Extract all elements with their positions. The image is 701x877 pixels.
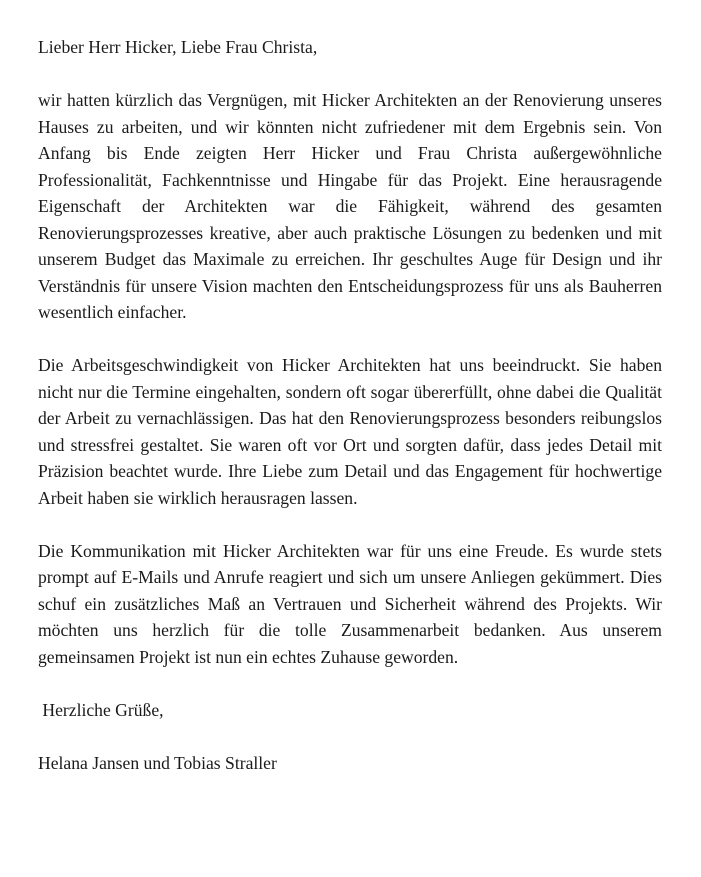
body-paragraph-3: Die Kommunikation mit Hicker Architekten war für uns eine Freude. Es wurde stets prompt auf E-Mails und Anrufe reagiert und sich um unsere Anliegen gekümmert. Dies schuf ein zusätzliches Maß an Vertrauen und Sicherheit während des Projekts. Wir möchten uns herzlich für die tolle Zusammenarbeit bedanken. Aus unserem gemeinsamen Projekt ist nun ein echtes Zuhause geworden. — [38, 540, 662, 667]
closing-line: Herzliche Grüße, — [38, 699, 164, 720]
body-paragraph-2: Die Arbeitsgeschwindigkeit von Hicker Architekten hat uns beeindruckt. Sie haben nicht nur die Termine eingehalten, sondern oft sogar übererfüllt, ohne dabei die Qualität der Arbeit zu vernachlässigen. Das hat den Renovierungsprozess besonders reibungslos und stressfrei gestaltet. Sie waren oft vor Ort und sorgten dafür, dass jedes Detail mit Präzision beachtet wurde. Ihre Liebe zum Detail und das Engagement für hochwertige Arbeit haben sie wirklich herausragen lassen. — [38, 355, 662, 508]
salutation-line: Lieber Herr Hicker, Liebe Frau Christa, — [38, 37, 318, 57]
signature-line: Helana Jansen und Tobias Straller — [38, 752, 277, 773]
letter-body — [38, 34, 662, 776]
body-paragraph-1: wir hatten kürzlich das Vergnügen, mit Hicker Architekten an der Renovierung unseres Hauses zu arbeiten, und wir könnten nicht zufriedener mit dem Ergebnis sein. Von Anfang bis Ende zeigten Herr Hicker und Frau Christa außergewöhnliche Professionalität, Fachkenntnisse und Hingabe für das Projekt. Eine herausragende Eigenschaft der Architekten war die Fähigkeit, während des gesamten Renovierungsprozesses kreative, aber auch praktische Lösungen zu bedenken und mit unserem Budget das Maximale zu erreichen. Ihr geschultes Auge für Design und ihr Verständnis für unsere Vision machten den Entscheidungsprozess für uns als Bauherren wesentlich einfacher. — [38, 90, 662, 322]
